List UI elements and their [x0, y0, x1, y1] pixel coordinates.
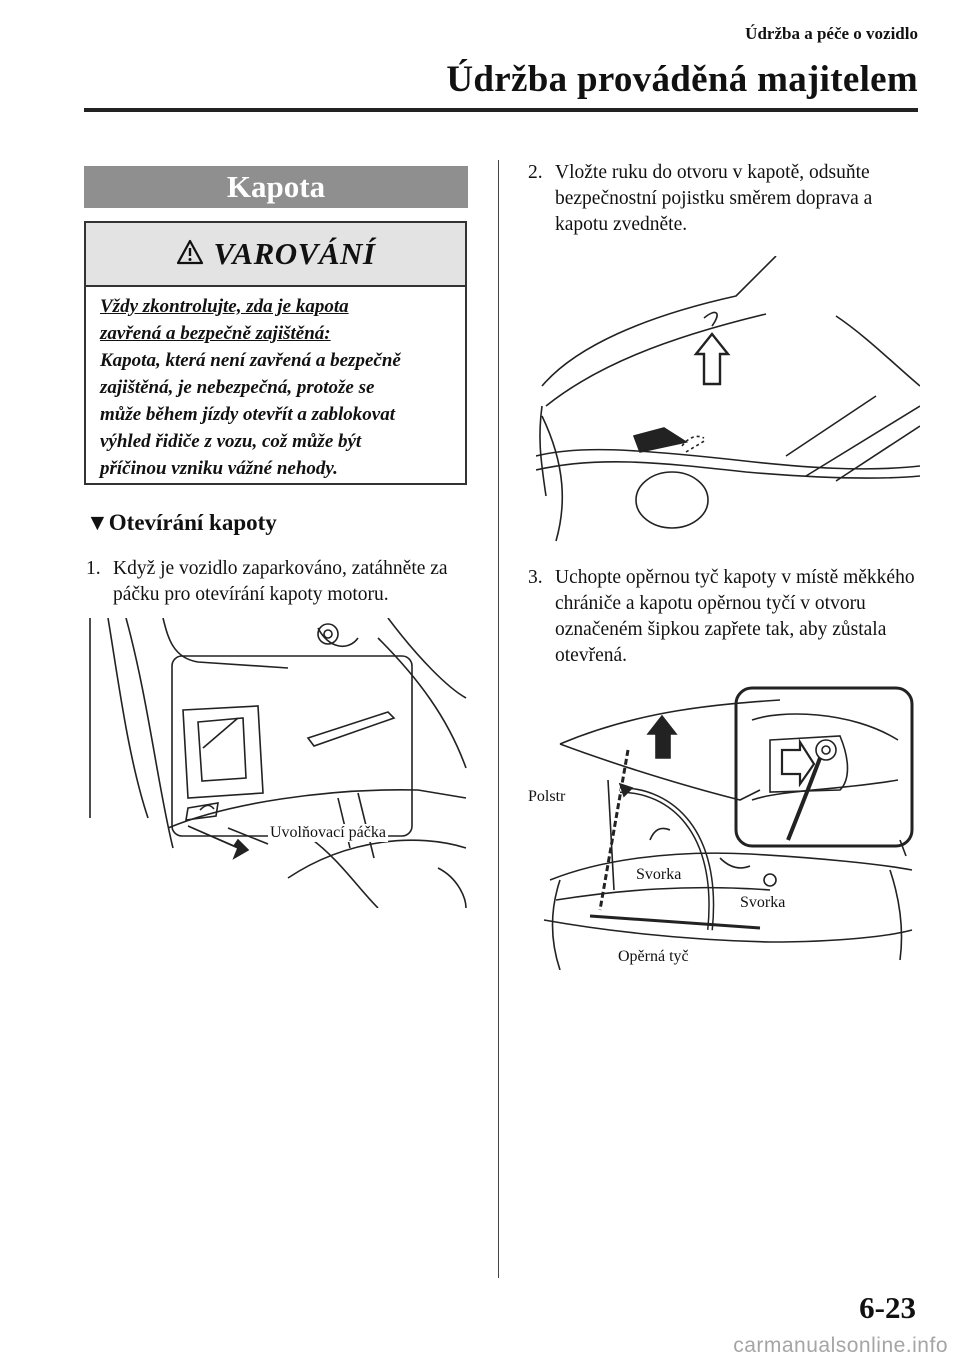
subsection-heading — [86, 510, 277, 536]
warning-text-line: výhled řidiče z vozu, což může být — [100, 431, 362, 452]
hood-prop-rod-illustration — [520, 680, 920, 970]
step-number: 2. — [528, 162, 543, 183]
step-text: Když je vozidlo zaparkováno, zatáhněte za páčku pro otevírání kapoty motoru. — [113, 558, 448, 605]
column-divider — [498, 160, 499, 1278]
header-rule — [84, 108, 918, 112]
page-number: 6-23 — [859, 1290, 916, 1325]
step-text: Vložte ruku do otvoru v kapotě, odsuňte bezpečnostní pojistku směrem doprava a kapotu zvedněte. — [555, 162, 873, 235]
hood-latch-illustration — [536, 256, 920, 546]
cushion-label: Polstr — [528, 788, 566, 805]
triangle-marker-icon: ▼ — [86, 510, 109, 535]
release-lever-label: Uvolňovací páčka — [270, 824, 386, 841]
warning-box — [84, 221, 467, 485]
step-item — [528, 160, 920, 238]
warning-body — [86, 287, 465, 482]
warning-text-line: může během jízdy otevřít a zablokovat — [100, 404, 396, 425]
step-text: Uchopte opěrnou tyč kapoty v místě měkkého chrániče a kapotu opěrnou tyčí v otvoru označeném šipkou zapřete tak, aby zůstala otevřená. — [555, 567, 915, 666]
warning-heading-line: Vždy zkontrolujte, zda je kapota — [100, 296, 349, 317]
warning-heading-line: zavřená a bezpečně zajištěná: — [100, 323, 331, 344]
hood-release-lever-illustration — [88, 618, 468, 908]
footer-watermark: carmanualsonline.info — [733, 1334, 948, 1357]
warning-title: VAROVÁNÍ — [213, 236, 376, 271]
prop-rod-label: Opěrná tyč — [618, 948, 689, 965]
warning-text-line: příčinou vzniku vážné nehody. — [100, 458, 338, 479]
warning-triangle-icon — [176, 239, 204, 270]
subsection-title: Otevírání kapoty — [108, 510, 277, 535]
step-item — [528, 565, 920, 669]
step-item — [86, 556, 478, 608]
warning-text-line: Kapota, která není zavřená a bezpečně — [100, 350, 401, 371]
step-number: 1. — [86, 558, 101, 579]
warning-text-line: zajištěná, je nebezpečná, protože se — [100, 377, 375, 398]
clip-label: Svorka — [740, 894, 786, 911]
warning-header — [86, 223, 465, 287]
section-title: Kapota — [84, 166, 468, 208]
step-number: 3. — [528, 567, 543, 588]
clip-label: Svorka — [636, 866, 682, 883]
running-head: Údržba a péče o vozidlo — [745, 24, 918, 43]
chapter-title: Údržba prováděná majitelem — [446, 59, 918, 100]
